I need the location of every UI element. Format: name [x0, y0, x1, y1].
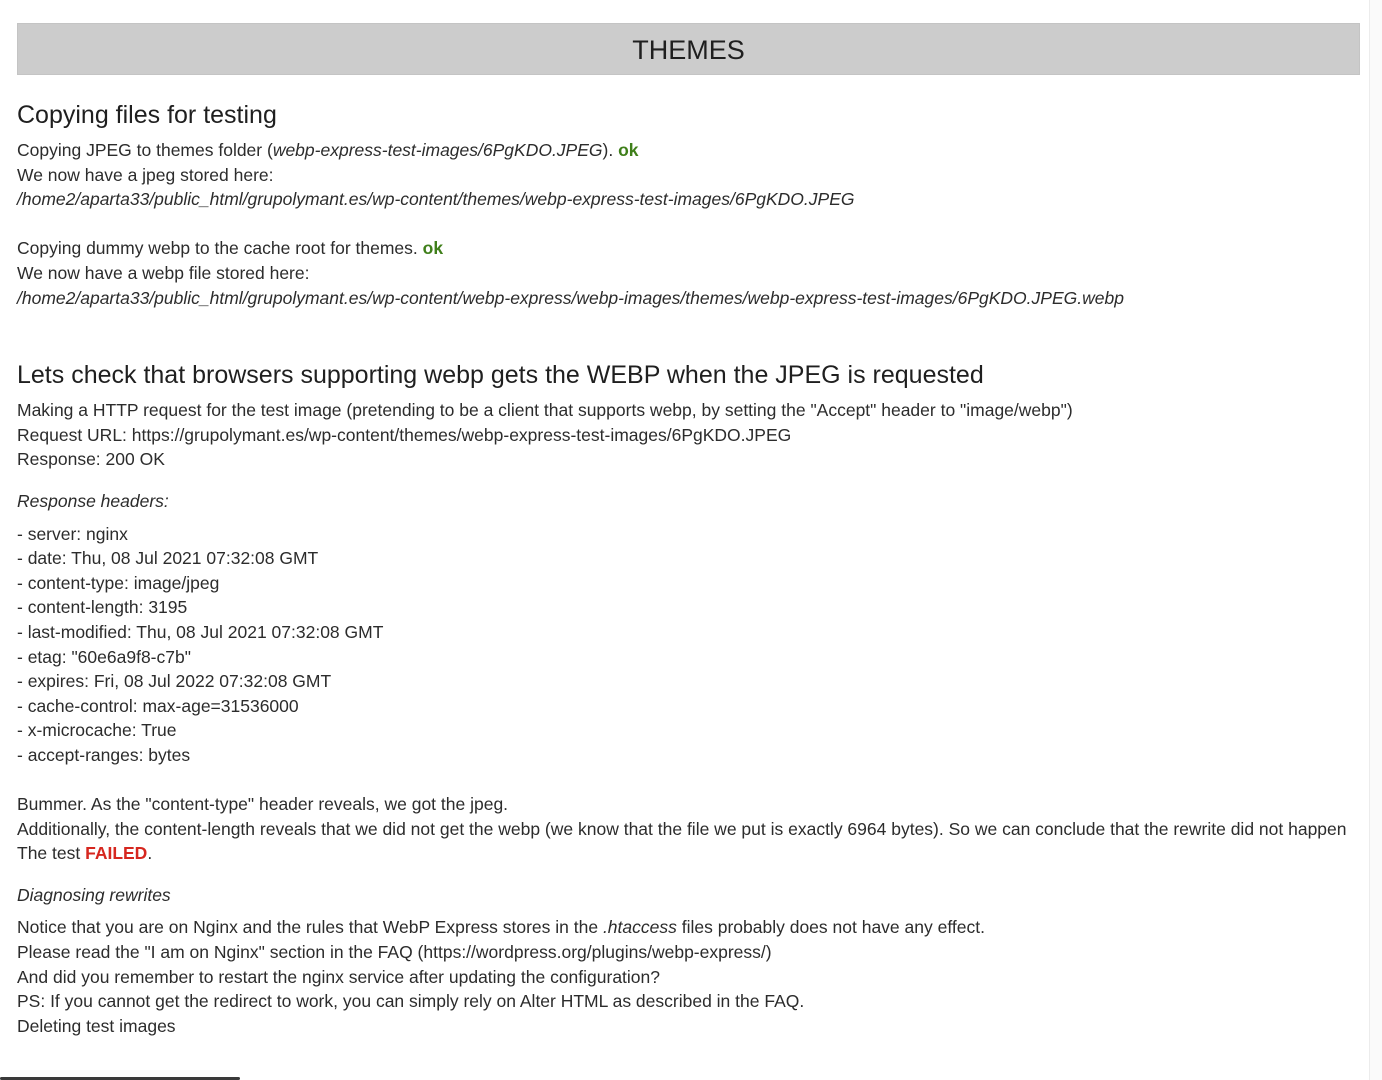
copy-jpeg-prefix: Copying JPEG to themes folder ( [17, 140, 273, 160]
nginx-notice [17, 915, 1360, 940]
response-headers-label: Response headers: [17, 490, 169, 511]
request-block [17, 398, 1360, 472]
section-banner-themes [17, 23, 1360, 75]
header-line: - expires: Fri, 08 Jul 2022 07:32:08 GMT [17, 671, 332, 692]
test-result-suffix: . [147, 843, 153, 864]
webp-stored-path: /home2/aparta33/public_html/grupolymant.es/wp-content/webp-express/webp-images/themes/webp-express-test-images/6PgKDO.JPEG.webp [17, 287, 1124, 308]
htaccess-filename: .htaccess [602, 917, 677, 938]
diagnose-block [17, 915, 1360, 1038]
header-line: - cache-control: max-age=31536000 [17, 695, 299, 716]
test-failed-status: FAILED [85, 843, 148, 864]
header-line: - content-type: image/jpeg [17, 572, 220, 593]
header-line: - content-length: 3195 [17, 597, 188, 618]
restart-nginx-text: And did you remember to restart the nginx service after updating the configuration? [17, 966, 661, 987]
header-line: - etag: "60e6a9f8-c7b" [17, 646, 191, 667]
copy-webp-ok-status: ok [422, 238, 444, 259]
copying-files-heading: Copying files for testing [17, 101, 277, 129]
jpeg-stored-label: We now have a jpeg stored here: [17, 164, 274, 185]
copy-jpeg-path: webp-express-test-images/6PgKDO.JPEG [272, 140, 603, 160]
deleting-test-images-text: Deleting test images [17, 1015, 176, 1036]
check-webp-heading: Lets check that browsers supporting webp gets the WEBP when the JPEG is requested [17, 361, 984, 390]
header-line: - accept-ranges: bytes [17, 744, 191, 765]
nginx-notice-prefix: Notice that you are on Nginx and the rules that WebP Express stores in the [17, 917, 603, 938]
test-report [17, 23, 1360, 1038]
test-result-line [17, 841, 1360, 866]
request-url: Request URL: https://grupolymant.es/wp-content/themes/webp-express-test-images/6PgKDO.JPEG [17, 424, 792, 445]
header-line: - date: Thu, 08 Jul 2021 07:32:08 GMT [17, 548, 319, 569]
webp-stored-label: We now have a webp file stored here: [17, 262, 310, 283]
copy-webp-line [17, 236, 1360, 261]
copy-jpeg-block [17, 138, 1360, 310]
diagnosing-rewrites-label: Diagnosing rewrites [17, 884, 171, 905]
nginx-notice-suffix: files probably does not have any effect. [676, 917, 985, 938]
header-line: - last-modified: Thu, 08 Jul 2021 07:32:08 GMT [17, 621, 384, 642]
response-status: Response: 200 OK [17, 449, 165, 470]
header-line: - server: nginx [17, 523, 128, 544]
header-line: - x-microcache: True [17, 720, 177, 741]
test-result-prefix: The test [17, 843, 86, 864]
additionally-text: Additionally, the content-length reveals that we did not get the webp (we know that the file we put is exactly 6964 bytes). So we can conclude that the rewrite did not happen [17, 818, 1347, 839]
copy-webp-text: Copying dummy webp to the cache root for themes. [17, 238, 423, 259]
request-description: Making a HTTP request for the test image (pretending to be a client that supports webp, by setting the "Accept" header to "image/webp") [17, 400, 1073, 421]
vertical-scrollbar[interactable] [1369, 0, 1382, 1080]
result-block [17, 792, 1360, 866]
response-headers-list [17, 522, 1360, 768]
banner-title: THEMES [632, 35, 745, 65]
copy-jpeg-line [17, 138, 1360, 163]
ps-alter-html-text: PS: If you cannot get the redirect to work, you can simply rely on Alter HTML as described in the FAQ. [17, 991, 805, 1012]
bummer-text: Bummer. As the "content-type" header reveals, we got the jpeg. [17, 794, 509, 815]
spacer [17, 212, 1360, 237]
read-faq-text: Please read the "I am on Nginx" section in the FAQ (https://wordpress.org/plugins/webp-express/) [17, 942, 772, 963]
copy-jpeg-ok-status: ok [618, 140, 639, 160]
copy-jpeg-suffix: ). [602, 140, 619, 160]
jpeg-stored-path: /home2/aparta33/public_html/grupolymant.es/wp-content/themes/webp-express-test-images/6PgKDO.JPEG [17, 189, 855, 210]
spacer [17, 767, 1360, 792]
